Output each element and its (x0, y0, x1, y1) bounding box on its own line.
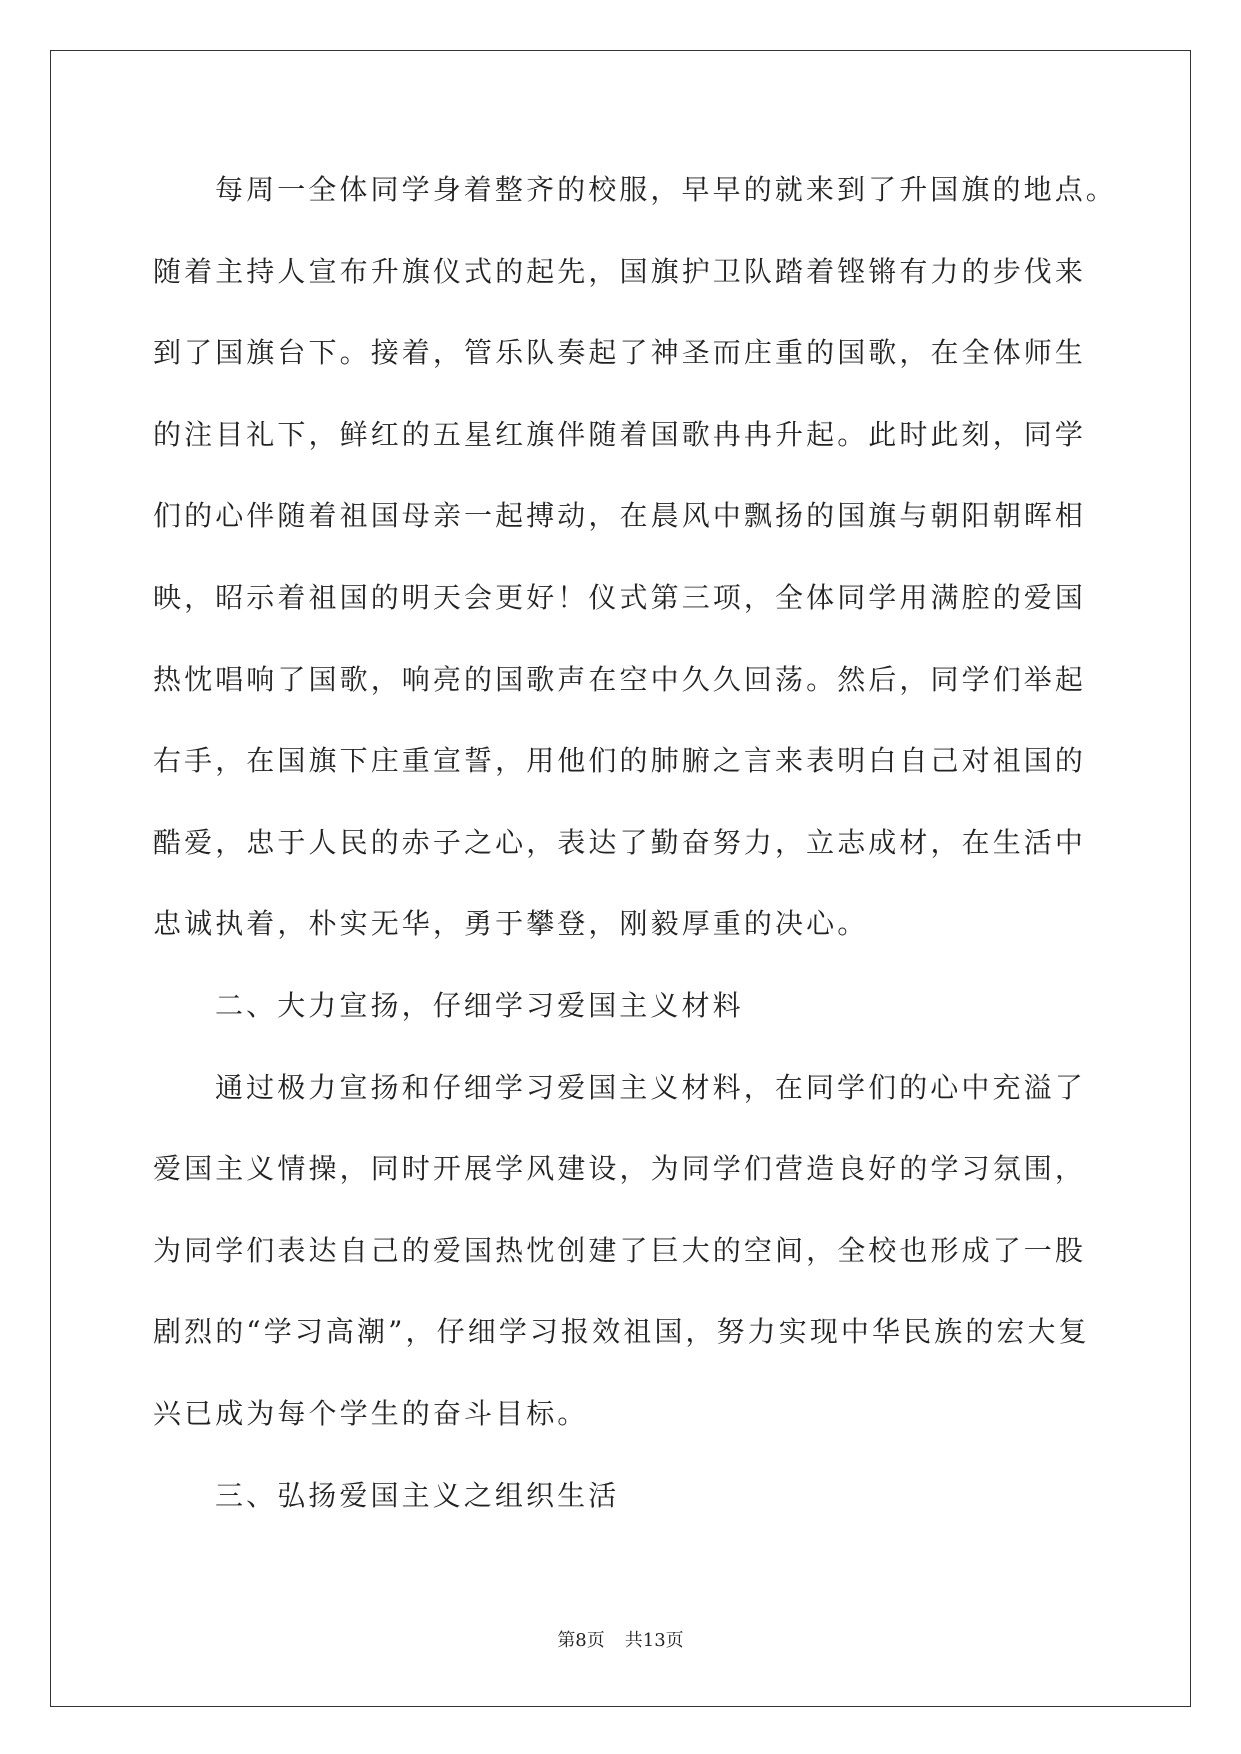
heading-line: 二、大力宣扬，仔细学习爱国主义材料 (215, 988, 744, 1022)
paragraph-flag-ceremony (153, 149, 1153, 965)
text-line: 爱国主义情操，同时开展学风建设，为同学们营造良好的学习氛围， (153, 1152, 1087, 1186)
text-line: 通过极力宣扬和仔细学习爱国主义材料，在同学们的心中充溢了 (215, 1070, 1086, 1104)
page-total: 共13页 (624, 1630, 684, 1651)
page-number: 第8页 (557, 1630, 605, 1651)
document-body (153, 149, 1153, 1536)
text-line: 映，昭示着祖国的明天会更好！仪式第三项，全体同学用满腔的爱国 (153, 580, 1087, 614)
text-line: 忠诚执着，朴实无华，勇于攀登，刚毅厚重的决心。 (153, 907, 869, 941)
page-footer (0, 1629, 1241, 1653)
text-line: 右手，在国旗下庄重宣誓，用他们的肺腑之言来表明白自己对祖国的 (153, 744, 1087, 778)
text-line: 每周一全体同学身着整齐的校服，早早的就来到了升国旗的地点。 (215, 173, 1117, 206)
text-line: 热忱唱响了国歌，响亮的国歌声在空中久久回荡。然后，同学们举起 (153, 662, 1087, 696)
section-heading-three (153, 1455, 1153, 1537)
text-line: 剧烈的“学习高潮”，仔细学习报效祖国，努力实现中华民族的宏大复 (153, 1315, 1090, 1349)
paragraph-study-materials (153, 1047, 1153, 1455)
text-line: 酷爱，忠于人民的赤子之心，表达了勤奋努力，立志成材，在生活中 (153, 825, 1087, 859)
text-line: 们的心伴随着祖国母亲一起搏动，在晨风中飘扬的国旗与朝阳朝晖相 (153, 499, 1087, 533)
text-line: 为同学们表达自己的爱国热忱创建了巨大的空间，全校也形成了一股 (153, 1233, 1087, 1267)
text-line: 随着主持人宣布升旗仪式的起先，国旗护卫队踏着铿锵有力的步伐来 (153, 254, 1087, 288)
text-line: 的注目礼下，鲜红的五星红旗伴随着国歌冉冉升起。此时此刻，同学 (153, 417, 1087, 451)
text-line: 兴已成为每个学生的奋斗目标。 (153, 1396, 589, 1430)
text-line: 到了国旗台下。接着，管乐队奏起了神圣而庄重的国歌，在全体师生 (153, 336, 1087, 370)
section-heading-two (153, 965, 1153, 1047)
heading-line: 三、弘扬爱国主义之组织生活 (215, 1478, 620, 1512)
